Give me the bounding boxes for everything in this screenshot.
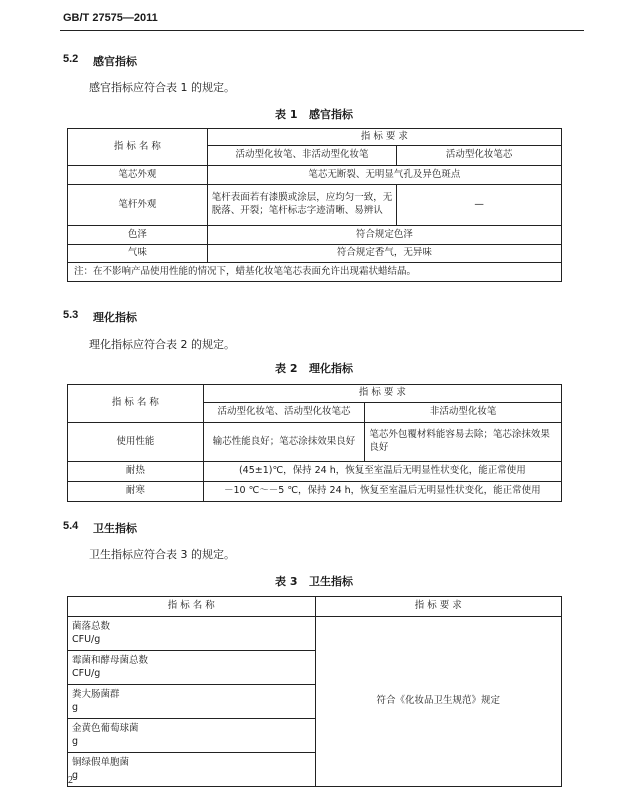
table-1-row-value: 符合规定香气，无异味: [207, 245, 561, 263]
section-5-2-title: 感官指标: [93, 55, 137, 68]
page-number: 2: [68, 775, 73, 786]
table-3: [67, 596, 562, 787]
table-1-row-value: —: [397, 185, 562, 226]
table-1-row-name: 笔杆外观: [68, 185, 208, 226]
section-5-3-title: 理化指标: [93, 311, 137, 324]
table-1-row-value: 符合规定色泽: [207, 226, 561, 245]
section-5-2-number: 5.2: [63, 53, 79, 65]
table-3-row-name: 铜绿假单胞菌 g: [68, 753, 316, 787]
table-1-row-name: 色泽: [68, 226, 208, 245]
section-5-4-paragraph: 卫生指标应符合表 3 的规定。: [89, 548, 235, 561]
table-1-subhead-1: 活动型化妆笔、非活动型化妆笔: [207, 146, 397, 166]
section-5-4-title: 卫生指标: [93, 522, 137, 535]
table-3-row-name: 金黄色葡萄球菌 g: [68, 719, 316, 753]
table-3-head-name: 指 标 名 称: [68, 597, 316, 617]
section-5-3-paragraph: 理化指标应符合表 2 的规定。: [89, 338, 235, 351]
table-2-row-name: 使用性能: [68, 423, 204, 462]
table-3-caption: 表 3 卫生指标: [275, 575, 353, 588]
table-1-head-req: 指 标 要 求: [207, 129, 561, 146]
table-1-subhead-2: 活动型化妆笔芯: [397, 146, 562, 166]
table-1-row-name: 笔芯外观: [68, 166, 208, 185]
table-2-row-value: (45±1)℃，保持 24 h，恢复至室温后无明显性状变化，能正常使用: [203, 462, 561, 482]
table-2-row-value: －10 ℃～－5 ℃，保持 24 h，恢复至室温后无明显性状变化，能正常使用: [203, 482, 561, 502]
section-5-2-paragraph: 感官指标应符合表 1 的规定。: [89, 81, 235, 94]
table-1-row-value: 笔芯无断裂、无明显气孔及异色斑点: [207, 166, 561, 185]
table-1: [67, 128, 562, 282]
table-1-row-name: 气味: [68, 245, 208, 263]
table-2-row-name: 耐寒: [68, 482, 204, 502]
table-1-caption: 表 1 感官指标: [275, 108, 353, 121]
table-2-subhead-1: 活动型化妆笔、活动型化妆笔芯: [203, 403, 365, 423]
table-2-caption: 表 2 理化指标: [275, 362, 353, 375]
table-2-head-req: 指 标 要 求: [203, 385, 561, 403]
table-2: [67, 384, 562, 502]
table-2-subhead-2: 非活动型化妆笔: [365, 403, 562, 423]
table-2-row-value: 笔芯外包覆材料能容易去除；笔芯涂抹效果良好: [365, 423, 562, 462]
table-3-row-name: 粪大肠菌群 g: [68, 685, 316, 719]
section-5-4-number: 5.4: [63, 520, 79, 532]
header-rule: [60, 30, 584, 31]
table-3-value: 符合《化妆品卫生规范》规定: [315, 617, 562, 787]
table-2-row-name: 耐热: [68, 462, 204, 482]
table-2-head-name: 指 标 名 称: [68, 385, 204, 423]
table-2-row-value: 输芯性能良好；笔芯涂抹效果良好: [203, 423, 365, 462]
table-3-row-name: 菌落总数 CFU/g: [68, 617, 316, 651]
table-1-row-value: 笔杆表面若有漆膜或涂层，应均匀一致，无脱落、开裂；笔杆标志字迹清晰、易辨认: [207, 185, 397, 226]
table-3-head-req: 指 标 要 求: [315, 597, 562, 617]
table-1-note: 注：在不影响产品使用性能的情况下，蜡基化妆笔笔芯表面允许出现霜状蜡结晶。: [68, 263, 562, 282]
table-1-head-name: 指 标 名 称: [68, 129, 208, 166]
table-3-row-name: 霉菌和酵母菌总数 CFU/g: [68, 651, 316, 685]
section-5-3-number: 5.3: [63, 309, 79, 321]
standard-code: GB/T 27575—2011: [63, 12, 158, 24]
